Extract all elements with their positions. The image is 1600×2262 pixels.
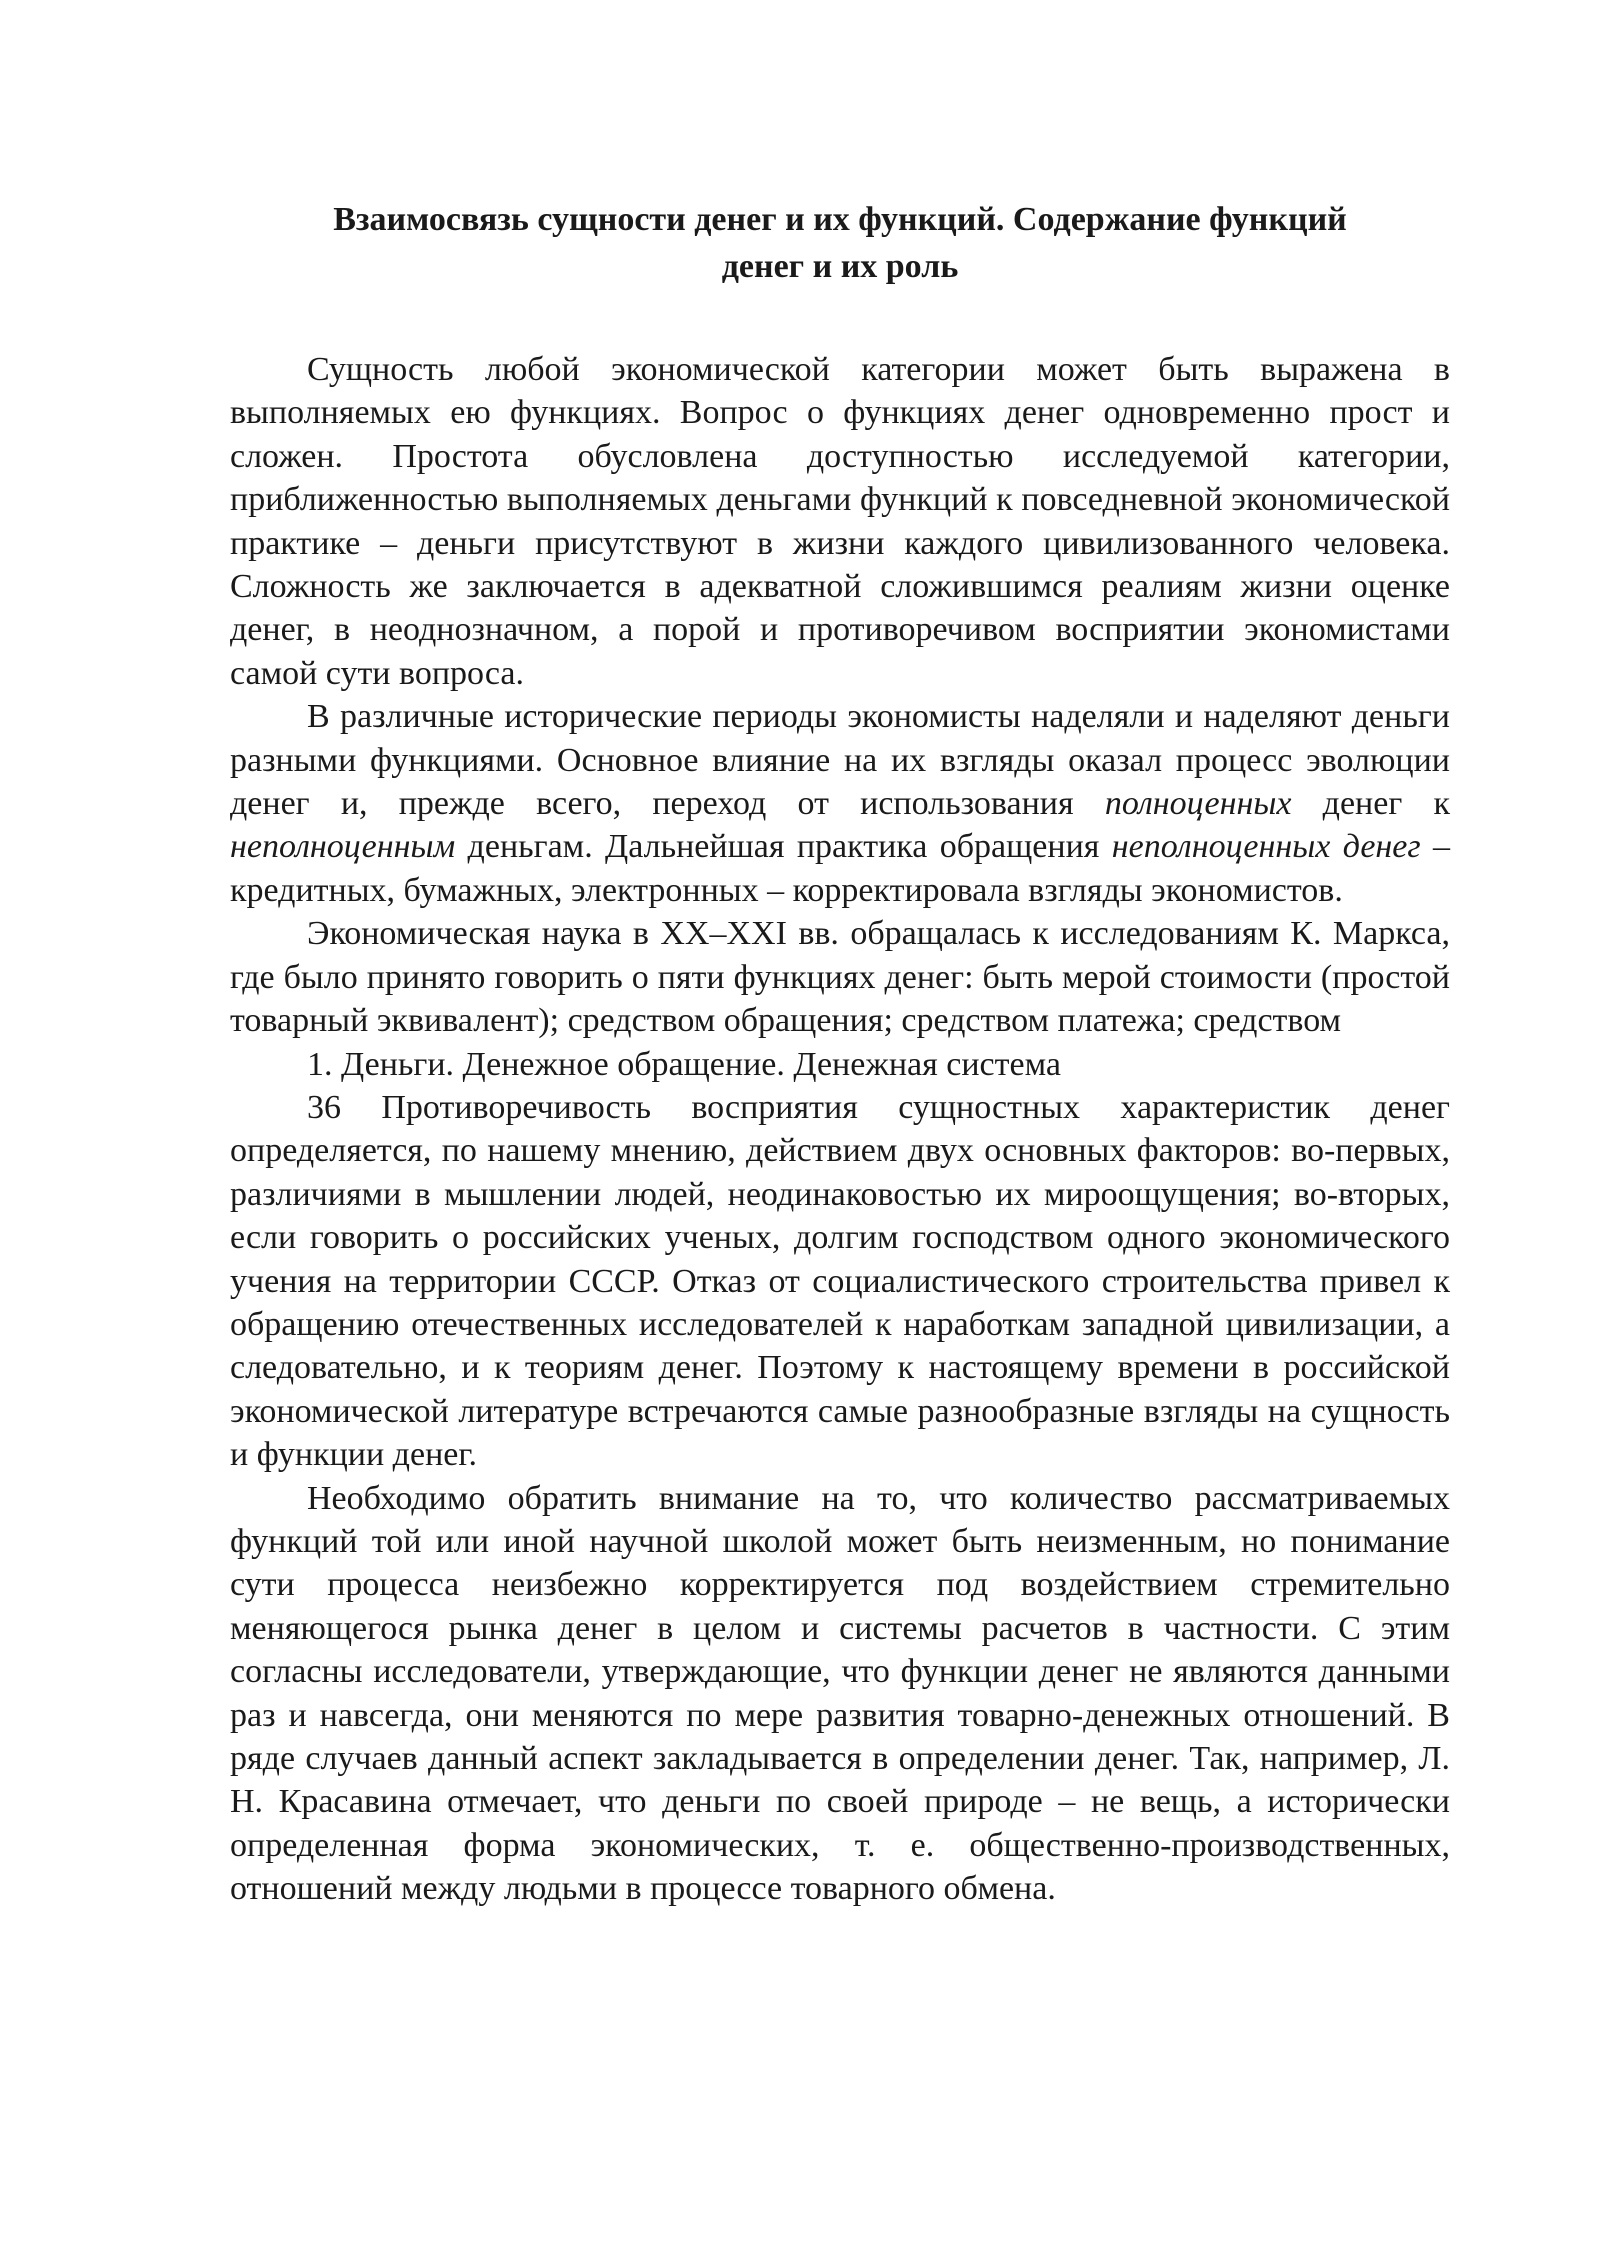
italic-text: неполноценных денег [1111,828,1421,866]
paragraph [230,912,1450,1042]
text-run: В различные исторические периоды экономисты наделяли и наделяют деньги разными функциями. Основное влияние на их взгляды оказал процесс эволюции денег и, прежде всего, переход от использования [230,698,1450,823]
title-line-1: Взаимосвязь сущности денег и их функций. Содержание функций [333,201,1347,238]
paragraph [230,348,1450,695]
text-run: 1. Деньги. Денежное обращение. Денежная система [307,1045,1061,1083]
italic-text: неполноценным [230,828,456,866]
document-title [230,196,1450,290]
italic-text: полноценных [1104,785,1292,823]
text-run: денег к [1291,785,1451,823]
text-run: Сущность любой экономической категории может быть выражена в выполняемых ею функциях. Вопрос о функциях денег одновременно прост и сложен. Простота обусловлена доступностью исследуемой категории, приближенностью выполняемых деньгами функций к повседневной экономической практике – деньги присутствуют в жизни каждого цивилизованного человека. Сложность же заключается в адекватной сложившимся реалиям жизни оценке денег, в неоднозначном, а порой и противоречивом восприятии экономистами самой сути вопроса. [230,351,1450,692]
text-run: Необходимо обратить внимание на то, что количество рассматриваемых функций той или иной научной школой может быть неизменным, но понимание сути процесса неизбежно корректируется под воздействием стремительно меняющегося рынка денег в целом и системы расчетов в частности. С этим согласны исследователи, утверждающие, что функции денег не являются данными раз и навсегда, они меняются по мере развития товарно-денежных отношений. В ряде случаев данный аспект закладывается в определении денег. Так, например, Л. Н. Красавина отмечает, что деньги по своей природе – не вещь, а исторически определенная форма экономических, т. е. общественно-производственных, отношений между людьми в процессе товарного обмена. [230,1479,1450,1908]
text-run: 36 Противоречивость восприятия сущностных характеристик денег определяется, по нашему мнению, действием двух основных факторов: во-первых, различиями в мышлении людей, неодинаковостью их мироощущения; во-вторых, если говорить о российских ученых, долгим господством одного экономического учения на территории СССР. Отказ от социалистического строительства привел к обращению отечественных исследователей к наработкам западной цивилизации, а следовательно, и к теориям денег. Поэтому к настоящему времени в российской экономической литературе встречаются самые разнообразные взгляды на сущность и функции денег. [230,1088,1450,1474]
document-body [230,348,1450,1911]
paragraph [230,1477,1450,1911]
paragraph [230,695,1450,912]
text-run: Экономическая наука в XX–XXI вв. обращалась к исследованиям К. Маркса, где было принято говорить о пяти функциях денег: быть мерой стоимости (простой товарный эквивалент); средством обращения; средством платежа; средством [230,915,1450,1040]
title-line-2: денег и их роль [721,248,959,285]
text-run: деньгам. Дальнейшая практика обращения [455,828,1112,866]
text-run: – кредитных, бумажных, электронных – корректировала взгляды экономистов. [230,828,1450,909]
paragraph [230,1043,1450,1086]
paragraph [230,1086,1450,1477]
